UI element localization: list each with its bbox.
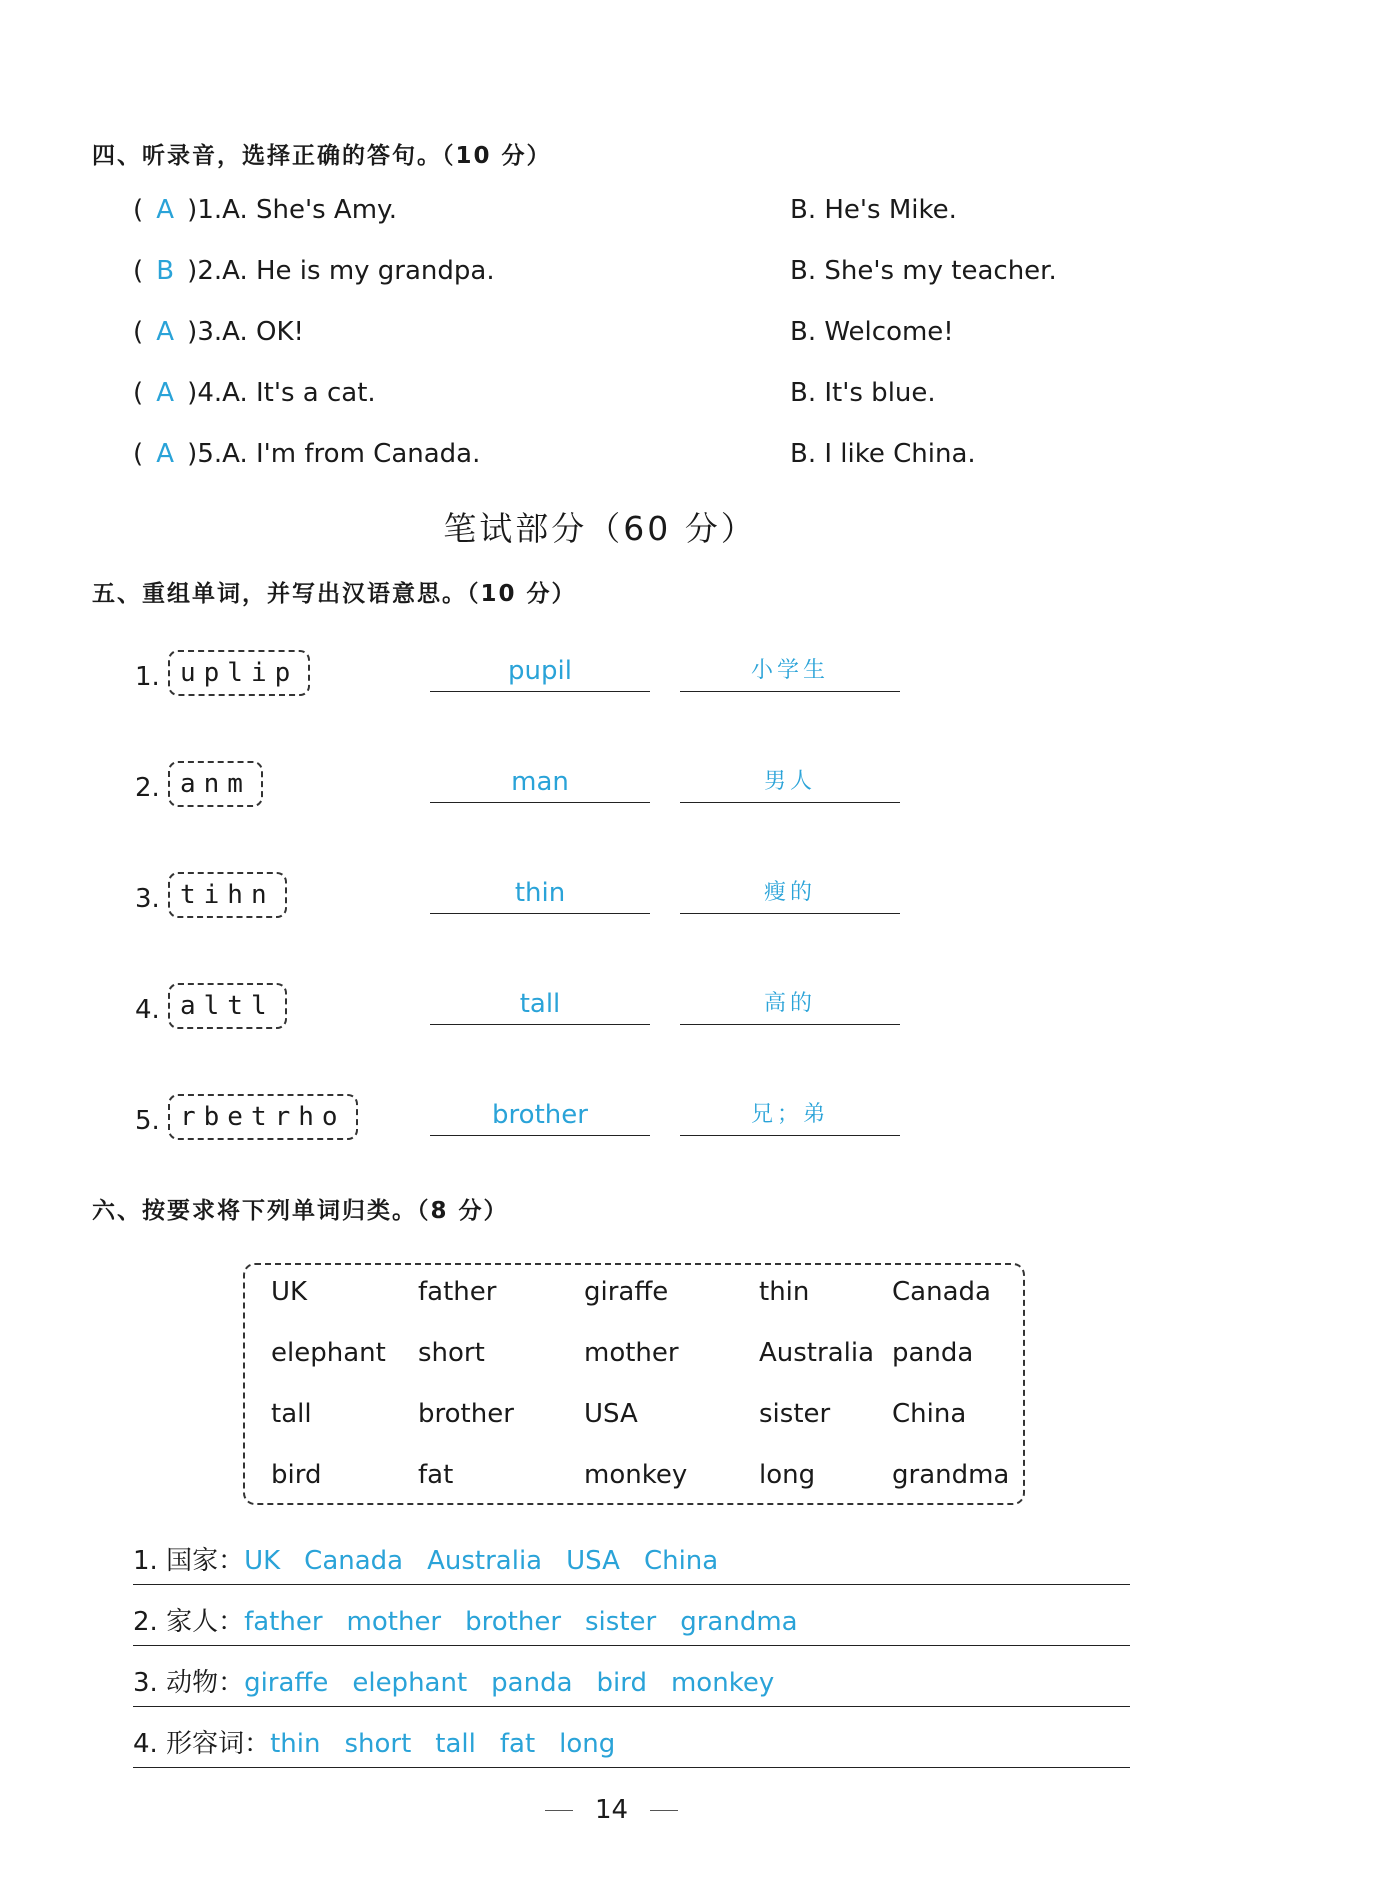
meaning-answer-field[interactable]: 瘦的 [680,873,900,914]
scrambled-letters: tihn [168,872,287,918]
category-row [133,1662,1130,1707]
open-paren: ( [133,195,144,225]
category-answer-word: fat [499,1729,536,1759]
option-a: A. It's a cat. [222,378,376,408]
item-number: 5. [135,1106,160,1136]
category-answer-word: USA [566,1546,620,1576]
category-answer-word: elephant [352,1668,468,1698]
category-answer-word: grandma [680,1607,798,1637]
option-b: B. I like China. [790,439,976,469]
category-answer-field[interactable] [270,1729,639,1759]
word-bank-item: fat [418,1460,454,1490]
category-answer-word: panda [491,1668,573,1698]
scrambled-letters: rbetrho [168,1094,358,1140]
category-answer-word: tall [435,1729,476,1759]
listening-question-row [133,378,376,408]
category-answer-field[interactable] [244,1607,822,1637]
answer-choice[interactable]: A [156,195,175,225]
word-bank-item: Canada [892,1277,991,1307]
open-paren: ( [133,317,144,347]
word-bank-item: father [418,1277,497,1307]
category-label: 1. 国家： [133,1546,245,1576]
category-row [133,1540,1130,1585]
listening-question-row [133,195,397,225]
category-answer-word: brother [465,1607,562,1637]
item-number: 3. [135,884,160,914]
option-a: A. He is my grandpa. [222,256,495,286]
option-b: B. She's my teacher. [790,256,1057,286]
category-answer-word: monkey [670,1668,775,1698]
item-number: 4. [135,995,160,1025]
question-number: 2. [197,256,223,286]
close-paren: ) [187,195,198,225]
option-a: A. I'm from Canada. [222,439,481,469]
answer-choice[interactable]: A [156,439,175,469]
category-answer-word: UK [244,1546,281,1576]
question-number: 5. [197,439,223,469]
word-answer-field[interactable]: man [430,762,650,803]
option-b: B. He's Mike. [790,195,957,225]
category-row [133,1723,1130,1768]
meaning-answer-field[interactable]: 男人 [680,762,900,803]
meaning-answer-field[interactable]: 小学生 [680,651,900,692]
category-answer-word: mother [346,1607,442,1637]
close-paren: ) [187,317,198,347]
item-number: 2. [135,773,160,803]
meaning-answer-field[interactable]: 高的 [680,984,900,1025]
word-bank-item: sister [759,1399,831,1429]
category-answer-word: long [559,1729,616,1759]
word-bank-item: Australia [759,1338,875,1368]
category-answer-word: Canada [304,1546,404,1576]
listening-question-row [133,439,480,469]
scrambled-letters: anm [168,761,263,807]
meaning-answer-field[interactable]: 兄；弟 [680,1095,900,1136]
question-number: 1. [197,195,223,225]
word-bank-item: UK [271,1277,308,1307]
category-row [133,1601,1130,1646]
category-answer-word: China [643,1546,719,1576]
word-bank-item: mother [584,1338,679,1368]
option-b: B. Welcome! [790,317,954,347]
category-label: 3. 动物： [133,1668,245,1698]
category-answer-word: thin [270,1729,321,1759]
option-a: A. She's Amy. [222,195,397,225]
question-number: 4. [197,378,223,408]
footer-dash-right [650,1810,678,1811]
answer-choice[interactable]: A [156,378,175,408]
section4-title: 四、听录音，选择正确的答句。（10 分） [92,143,552,169]
option-a: A. OK! [222,317,304,347]
section5-title: 五、重组单词，并写出汉语意思。（10 分） [92,581,577,607]
category-label: 2. 家人： [133,1607,245,1637]
word-bank-item: thin [759,1277,810,1307]
category-answer-word: giraffe [244,1668,329,1698]
answer-choice[interactable]: A [156,317,175,347]
listening-question-row [133,256,495,286]
category-answer-field[interactable] [244,1668,798,1698]
category-answer-word: sister [585,1607,657,1637]
word-bank-item: China [892,1399,967,1429]
listening-question-row [133,317,304,347]
close-paren: ) [187,439,198,469]
category-label: 4. 形容词： [133,1729,271,1759]
question-number: 3. [197,317,223,347]
open-paren: ( [133,378,144,408]
word-bank-item: brother [418,1399,514,1429]
written-part-title: 笔试部分（60 分） [443,509,757,548]
footer-dash-left [545,1810,573,1811]
open-paren: ( [133,256,144,286]
category-answer-word: Australia [427,1546,543,1576]
word-answer-field[interactable]: thin [430,873,650,914]
word-bank-item: elephant [271,1338,386,1368]
word-bank-item: grandma [892,1460,1010,1490]
section6-title: 六、按要求将下列单词归类。（8 分） [92,1198,509,1224]
word-bank-item: USA [584,1399,638,1429]
word-bank-item: short [418,1338,485,1368]
word-answer-field[interactable]: brother [430,1095,650,1136]
page-number: 14 [594,1795,629,1825]
category-answer-field[interactable] [244,1546,742,1576]
word-answer-field[interactable]: pupil [430,651,650,692]
close-paren: ) [187,378,198,408]
answer-choice[interactable]: B [156,256,175,286]
scrambled-letters: altl [168,983,287,1029]
category-answer-word: bird [596,1668,647,1698]
word-bank-item: long [759,1460,816,1490]
word-bank-item: panda [892,1338,974,1368]
item-number: 1. [135,662,160,692]
word-answer-field[interactable]: tall [430,984,650,1025]
word-bank-item: tall [271,1399,312,1429]
category-answer-word: short [344,1729,412,1759]
scrambled-letters: uplip [168,650,310,696]
option-b: B. It's blue. [790,378,936,408]
open-paren: ( [133,439,144,469]
word-bank-item: bird [271,1460,322,1490]
word-bank-item: giraffe [584,1277,669,1307]
category-answer-word: father [244,1607,323,1637]
word-bank-item: monkey [584,1460,688,1490]
close-paren: ) [187,256,198,286]
page-footer [0,1795,1223,1825]
